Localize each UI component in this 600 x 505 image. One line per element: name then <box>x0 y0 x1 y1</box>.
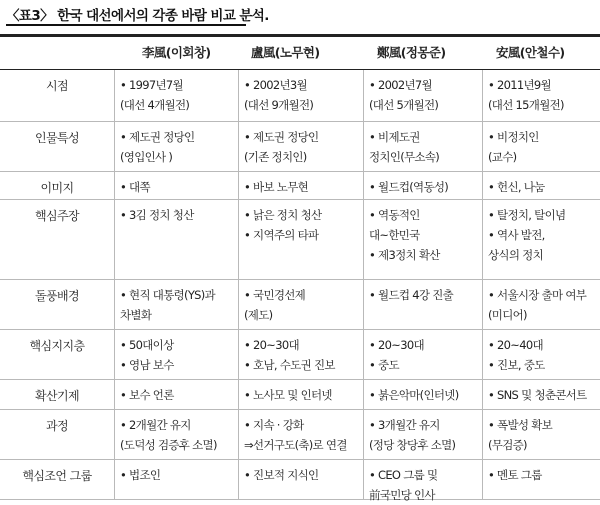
column-header-chung: 鄭風(정몽준) <box>377 45 446 60</box>
cell-line: (기존 정치인) <box>244 150 307 164</box>
cell-line: 前국민당 인사 <box>369 488 435 502</box>
cell-line: • 역사 발전, <box>488 228 545 242</box>
cell-line: • 월드컵 4강 진출 <box>369 288 454 302</box>
table-cell <box>488 127 539 167</box>
cell-line: • 바보 노무현 <box>244 180 309 194</box>
cell-line: (교수) <box>488 150 517 164</box>
cell-line: • 대쪽 <box>120 180 150 194</box>
table-cell <box>120 465 160 485</box>
cell-line: • 지속 · 강화 <box>244 418 304 432</box>
table-header <box>0 34 600 70</box>
cell-line: • 폭발성 확보 <box>488 418 553 432</box>
title-underline <box>6 24 246 26</box>
cell-line: (제도) <box>244 308 273 322</box>
table-cell <box>488 335 545 375</box>
cell-line: • CEO 그룹 및 <box>369 468 438 482</box>
table-cell <box>120 127 194 167</box>
table-cell <box>244 465 318 485</box>
cell-line: • 역동적인 <box>369 208 420 222</box>
table-cell <box>488 385 587 405</box>
table-cell <box>488 285 586 325</box>
table-body <box>0 70 600 500</box>
cell-line: • 진보, 중도 <box>488 358 545 372</box>
cell-line: 상식의 정치 <box>488 248 543 262</box>
column-header-roh: 盧風(노무현) <box>251 45 320 60</box>
cell-line: • 현직 대통령(YS)과 <box>120 288 215 302</box>
table-row <box>0 280 600 330</box>
cell-line: • 제3정치 확산 <box>369 248 440 262</box>
table-cell <box>488 75 564 115</box>
cell-line: ⇒선거구도(축)로 연결 <box>244 438 347 452</box>
table-row <box>0 380 600 410</box>
cell-line: • 법조인 <box>120 468 161 482</box>
table-row <box>0 460 600 500</box>
cell-line: • 영남 보수 <box>120 358 174 372</box>
row-label: 인물특성 <box>35 131 79 145</box>
cell-line: • 멘토 그룹 <box>488 468 542 482</box>
cell-line: • 붉은악마(인터넷) <box>369 388 459 402</box>
cell-line: • 1997년7월 <box>120 78 183 92</box>
row-label: 핵심지지층 <box>29 339 85 353</box>
table-title: 〈표3〉 한국 대선에서의 각종 바람 비교 분석. <box>6 8 269 24</box>
cell-line: (대선 4개월전) <box>120 98 190 112</box>
cell-line: (도덕성 검증후 소멸) <box>120 438 217 452</box>
cell-line: • 50대이상 <box>120 338 174 352</box>
table-cell <box>120 75 189 115</box>
cell-line: • 낡은 정치 청산 <box>244 208 322 222</box>
table-row <box>0 200 600 280</box>
cell-line: (대선 9개월전) <box>244 98 314 112</box>
table-cell <box>369 335 424 375</box>
cell-line: 대~한민국 <box>369 228 420 242</box>
cell-line: • 노사모 및 인터넷 <box>244 388 332 402</box>
table-cell <box>488 177 545 197</box>
cell-line: • 3개월간 유지 <box>369 418 440 432</box>
cell-line: • 2011년9월 <box>488 78 551 92</box>
row-label: 시점 <box>46 79 68 93</box>
table-cell <box>120 335 174 375</box>
cell-line: • 서울시장 출마 여부 <box>488 288 587 302</box>
cell-line: • 제도권 정당인 <box>120 130 195 144</box>
table-cell <box>369 415 455 455</box>
table-cell <box>369 465 437 505</box>
cell-line: • 호남, 수도권 진보 <box>244 358 335 372</box>
table-cell <box>369 205 440 265</box>
table-cell <box>369 285 453 305</box>
row-label: 확산기제 <box>35 389 79 403</box>
cell-line: • 국민경선제 <box>244 288 306 302</box>
table-cell <box>244 285 305 325</box>
table-cell <box>244 415 347 455</box>
table-row <box>0 410 600 460</box>
cell-line: (대선 15개월전) <box>488 98 564 112</box>
cell-line: • 보수 언론 <box>120 388 174 402</box>
row-label: 돌풍배경 <box>35 289 79 303</box>
column-header-lee: 李風(이회창) <box>142 45 211 60</box>
table-cell <box>244 177 308 197</box>
table-row <box>0 172 600 200</box>
cell-line: • 중도 <box>369 358 399 372</box>
cell-line: • 비정치인 <box>488 130 539 144</box>
table-cell <box>244 335 335 375</box>
cell-line: (대선 5개월전) <box>369 98 439 112</box>
cell-line: • 탈정치, 탈이념 <box>488 208 566 222</box>
table-cell <box>369 127 439 167</box>
cell-line: • 2002년3월 <box>244 78 307 92</box>
table-row <box>0 70 600 122</box>
table-row <box>0 122 600 172</box>
table-cell <box>120 205 194 225</box>
cell-line: • 진보적 지식인 <box>244 468 319 482</box>
cell-line: • 20~30대 <box>369 338 424 352</box>
table-cell <box>244 75 313 115</box>
cell-line: 정치인(무소속) <box>369 150 440 164</box>
table-cell <box>120 415 217 455</box>
table-cell <box>369 177 448 197</box>
cell-line: (무검증) <box>488 438 527 452</box>
cell-line: • 2개월간 유지 <box>120 418 191 432</box>
row-label: 과정 <box>46 419 68 433</box>
cell-line: (영입인사 ) <box>120 150 173 164</box>
column-header-ahn: 安風(안철수) <box>496 45 565 60</box>
table-cell <box>488 465 542 485</box>
cell-line: • 비제도권 <box>369 130 420 144</box>
row-label: 이미지 <box>40 181 74 195</box>
row-label: 핵심조언 그룹 <box>22 469 92 483</box>
cell-line: (미디어) <box>488 308 527 322</box>
table-cell <box>244 385 332 405</box>
cell-line: • 월드컵(역동성) <box>369 180 449 194</box>
cell-line: • 지역주의 타파 <box>244 228 319 242</box>
table-cell <box>488 415 552 455</box>
table-cell <box>488 205 565 265</box>
table-cell <box>120 177 150 197</box>
table-cell <box>120 385 174 405</box>
row-label: 핵심주장 <box>35 209 79 223</box>
cell-line: 차별화 <box>120 308 152 322</box>
table-cell <box>244 205 321 245</box>
cell-line: • 제도권 정당인 <box>244 130 319 144</box>
cell-line: • 20~30대 <box>244 338 299 352</box>
cell-line: • 헌신, 나눔 <box>488 180 545 194</box>
table-cell <box>120 285 215 325</box>
table-cell <box>244 127 318 167</box>
table-cell <box>369 75 438 115</box>
table-cell <box>369 385 458 405</box>
cell-line: • SNS 및 청춘콘서트 <box>488 388 587 402</box>
cell-line: • 2002년7월 <box>369 78 432 92</box>
table-row <box>0 330 600 380</box>
cell-line: (정당 창당후 소멸) <box>369 438 456 452</box>
cell-line: • 20~40대 <box>488 338 543 352</box>
cell-line: • 3김 정치 청산 <box>120 208 194 222</box>
